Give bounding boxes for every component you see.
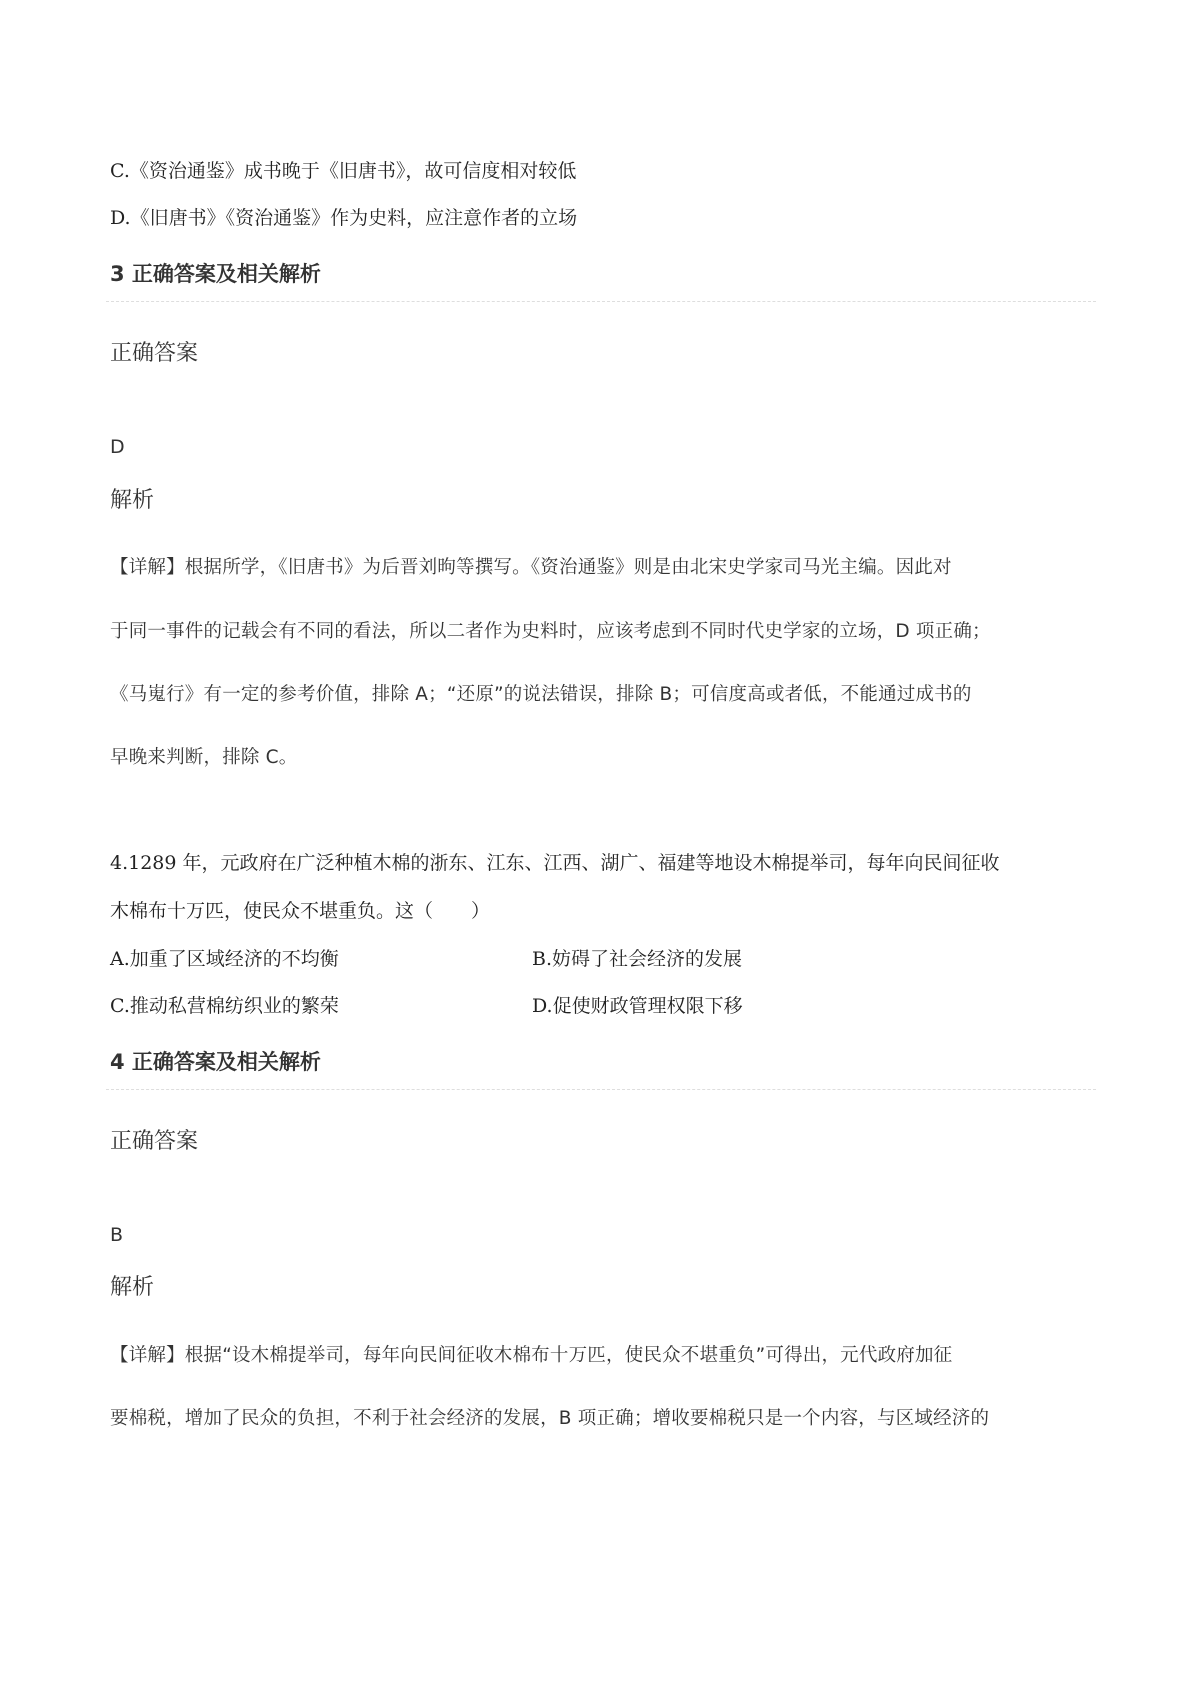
q3-option-c: C.《资治通鉴》成书晚于《旧唐书》，故可信度相对较低 [110,160,577,182]
q3-answer-value: D [110,436,125,458]
q3-section-title: 3 正确答案及相关解析 [110,262,321,286]
q3-section-divider [106,301,1096,302]
q4-section-title: 4 正确答案及相关解析 [110,1050,321,1074]
q3-analysis-line: 早晚来判断，排除 C。 [110,747,298,768]
q3-analysis-line: 【详解】根据所学，《旧唐书》为后晋刘昫等撰写。《资治通鉴》则是由北宋史学家司马光主编。因此对 [110,557,952,578]
q4-option-b: B.妨碍了社会经济的发展 [532,948,743,970]
q3-analysis-line: 《马嵬行》有一定的参考价值，排除 A；“还原”的说法错误，排除 B；可信度高或者低，不能通过成书的 [110,684,972,705]
q4-stem-line: 4.1289 年，元政府在广泛种植木棉的浙东、江东、江西、湖广、福建等地设木棉提举司，每年向民间征收 [110,852,1000,874]
q4-analysis-label: 解析 [110,1275,155,1300]
q3-analysis-line: 于同一事件的记载会有不同的看法，所以二者作为史料时，应该考虑到不同时代史学家的立场，D 项正确； [110,621,991,642]
q3-analysis-label: 解析 [110,488,155,513]
q4-answer-label: 正确答案 [110,1129,199,1154]
q3-option-d: D.《旧唐书》《资治通鉴》作为史料，应注意作者的立场 [110,207,578,229]
q3-answer-label: 正确答案 [110,341,199,366]
q4-analysis-line: 要棉税，增加了民众的负担，不利于社会经济的发展，B 项正确；增收要棉税只是一个内容，与区域经济的 [110,1408,990,1429]
q4-answer-value: B [110,1224,124,1246]
q4-section-divider [106,1089,1096,1090]
q4-option-a: A.加重了区域经济的不均衡 [110,948,339,970]
q4-option-d: D.促使财政管理权限下移 [532,995,743,1017]
q4-analysis-line: 【详解】根据“设木棉提举司，每年向民间征收木棉布十万匹，使民众不堪重负”可得出，元代政府加征 [110,1345,953,1366]
q4-stem-line: 木棉布十万匹，使民众不堪重负。这（ ） [110,900,491,922]
q4-option-c: C.推动私营棉纺织业的繁荣 [110,995,339,1017]
